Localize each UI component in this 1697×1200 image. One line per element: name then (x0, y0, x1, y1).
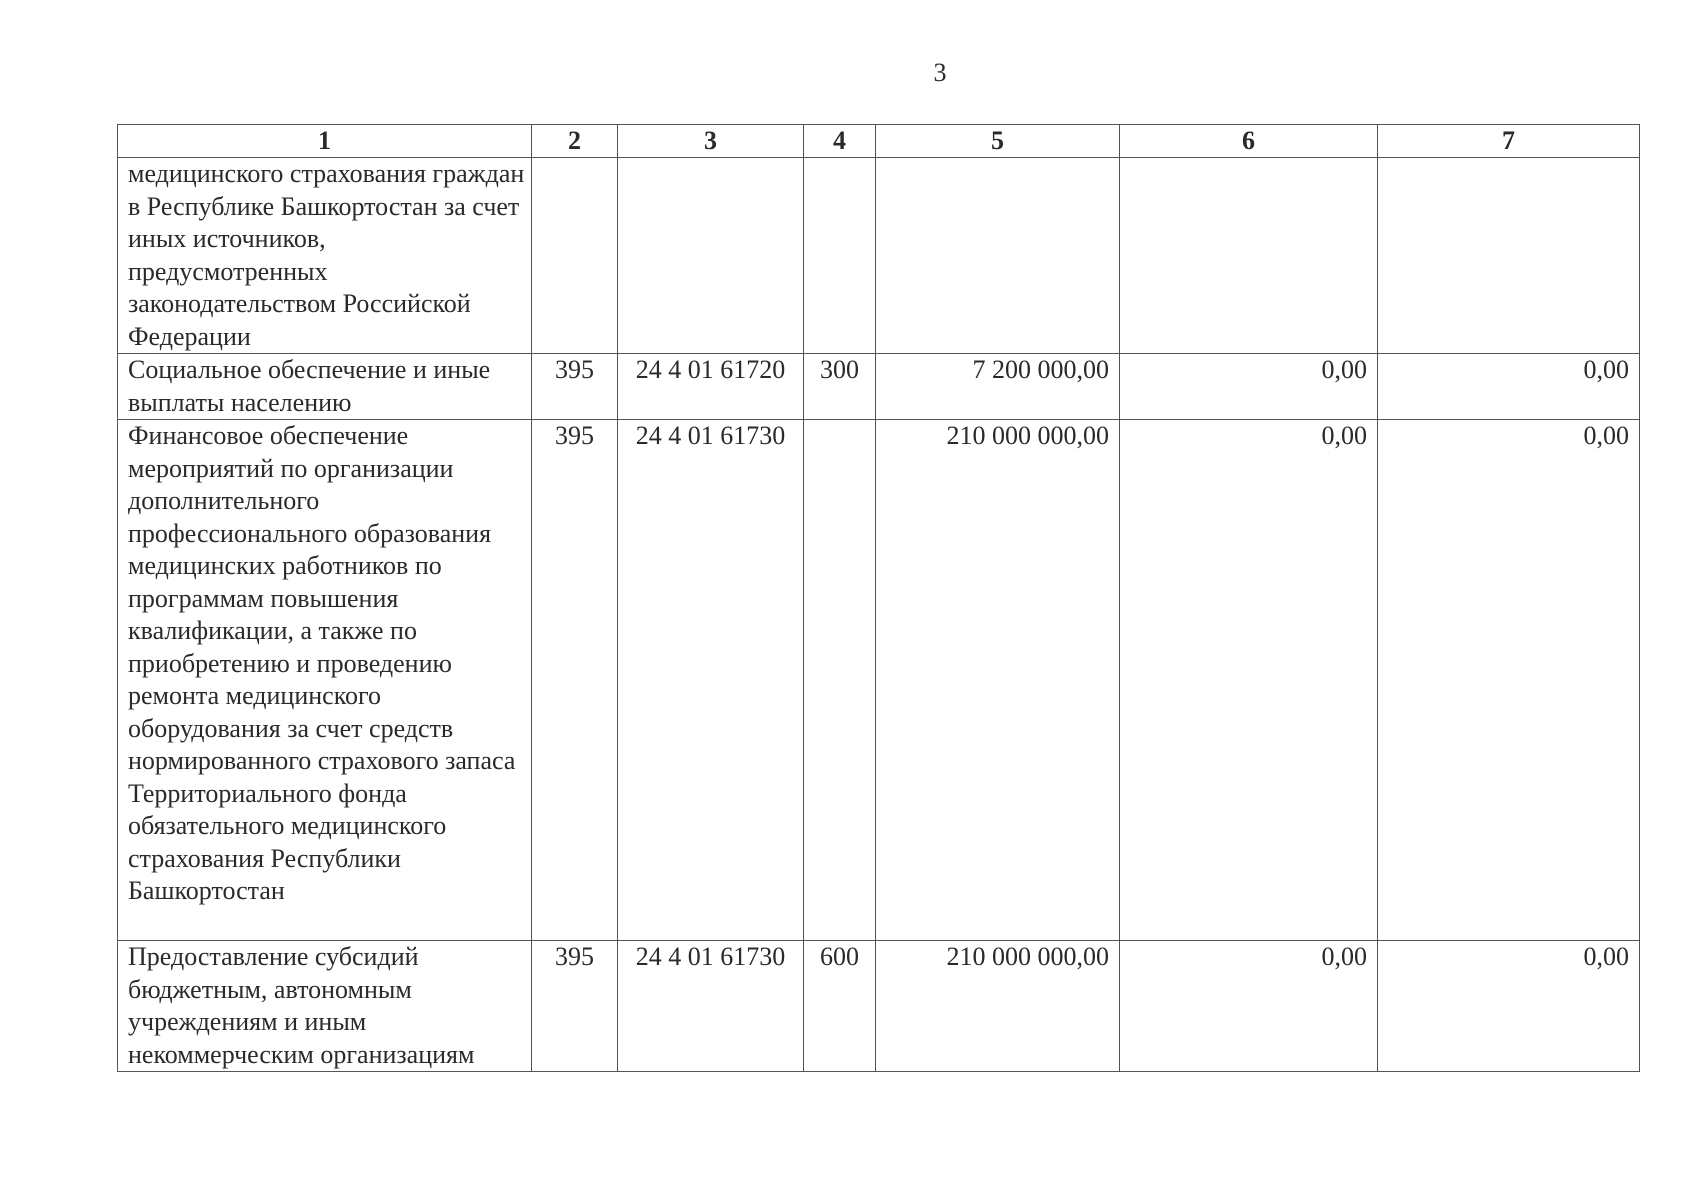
row-col-6: 0,00 (1120, 941, 1378, 1072)
row-col-7: 0,00 (1378, 420, 1640, 941)
header-col-5: 5 (876, 125, 1120, 158)
row-col-4: 300 (804, 354, 876, 420)
row-col-5: 210 000 000,00 (876, 420, 1120, 941)
row-col-2 (532, 158, 618, 354)
row-col-7: 0,00 (1378, 941, 1640, 1072)
row-col-3: 24 4 01 61720 (618, 354, 804, 420)
row-col-6: 0,00 (1120, 354, 1378, 420)
row-col-3: 24 4 01 61730 (618, 420, 804, 941)
table-row (118, 354, 1640, 420)
table-row (118, 158, 1640, 354)
header-row (118, 125, 1640, 158)
row-col-5: 7 200 000,00 (876, 354, 1120, 420)
row-col-3: 24 4 01 61730 (618, 941, 804, 1072)
row-col-4 (804, 158, 876, 354)
table-row (118, 941, 1640, 1072)
header-col-3: 3 (618, 125, 804, 158)
row-col-7: 0,00 (1378, 354, 1640, 420)
row-col-4 (804, 420, 876, 941)
header-col-7: 7 (1378, 125, 1640, 158)
row-col-2: 395 (532, 354, 618, 420)
table-row (118, 420, 1640, 941)
row-col-5: 210 000 000,00 (876, 941, 1120, 1072)
row-col-6 (1120, 158, 1378, 354)
row-name: Социальное обеспечение и иные выплаты населению (118, 354, 532, 420)
header-col-6: 6 (1120, 125, 1378, 158)
row-col-6: 0,00 (1120, 420, 1378, 941)
row-col-7 (1378, 158, 1640, 354)
budget-table (117, 124, 1640, 1072)
header-col-2: 2 (532, 125, 618, 158)
header-col-1: 1 (118, 125, 532, 158)
row-col-2: 395 (532, 420, 618, 941)
row-name: медицинского страхования граждан в Республике Башкортостан за счет иных источников, предусмотренных законодательством Российской Федерации (118, 158, 532, 354)
row-col-5 (876, 158, 1120, 354)
row-col-3 (618, 158, 804, 354)
row-name: Финансовое обеспечение мероприятий по организации дополнительного профессионального образования медицинских работников по программам повышения квалификации, а также по приобретению и проведению ремонта медицинского оборудования за счет средств нормированного страхового запаса Территориального фонда обязательного медицинского страхования Республики Башкортостан (118, 420, 532, 941)
row-col-4: 600 (804, 941, 876, 1072)
row-col-2: 395 (532, 941, 618, 1072)
page-number: 3 (933, 58, 947, 87)
row-name: Предоставление субсидий бюджетным, автономным учреждениям и иным некоммерческим организациям (118, 941, 532, 1072)
header-col-4: 4 (804, 125, 876, 158)
